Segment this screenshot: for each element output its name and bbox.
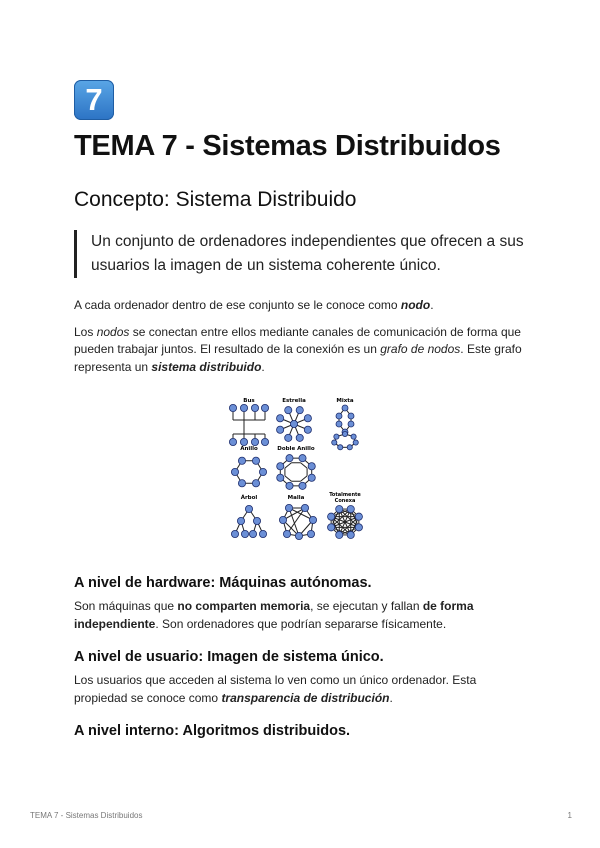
label-malla: Malla xyxy=(287,495,305,501)
topology-node xyxy=(241,530,248,537)
topology-node xyxy=(286,455,293,462)
topology-node xyxy=(279,516,286,523)
topology-node xyxy=(252,480,259,487)
topology-node xyxy=(336,413,342,419)
topology-node xyxy=(296,407,303,414)
topology-node xyxy=(309,516,316,523)
topology-node xyxy=(240,404,247,411)
topology-node xyxy=(332,440,337,445)
footer-title: TEMA 7 - Sistemas Distribuidos xyxy=(30,811,143,820)
topology-node xyxy=(342,405,348,411)
topology-node xyxy=(342,431,347,436)
topology-node xyxy=(285,434,292,441)
text-run: . Son ordenadores que podrían separarse físicamente. xyxy=(155,616,447,631)
page-content xyxy=(74,80,530,741)
interno-heading: A nivel interno: Algoritmos distribuidos. xyxy=(74,723,351,739)
keycap-seven-icon: 7 xyxy=(74,80,114,120)
text-run: Los usuarios que acceden al sistema lo ven como un único ordenador. Esta propiedad se conoce como xyxy=(74,673,477,705)
hardware-paragraph xyxy=(74,598,530,633)
topology-node xyxy=(240,438,247,445)
topology-node xyxy=(348,421,354,427)
grafo-paragraph xyxy=(74,324,530,377)
topology-node xyxy=(355,513,362,520)
topology-node xyxy=(286,482,293,489)
nodo-paragraph xyxy=(74,297,530,315)
topology-node xyxy=(259,468,266,475)
topology-node xyxy=(336,505,343,512)
topology-edge xyxy=(285,476,291,481)
topology-node xyxy=(336,421,342,427)
network-topologies-diagram xyxy=(227,394,377,546)
text-run: . xyxy=(389,690,393,705)
topology-node xyxy=(353,440,358,445)
topology-node xyxy=(251,438,258,445)
label-doble-anillo: Doble Anillo xyxy=(277,446,315,452)
topology-node xyxy=(348,413,354,419)
definition-quote: Un conjunto de ordenadores independientes que ofrecen a sus usuarios la imagen de un sistema coherente único. xyxy=(74,230,530,278)
topology-node xyxy=(328,513,335,520)
topology-node xyxy=(237,517,244,524)
topology-node xyxy=(249,530,256,537)
concept-heading: Concepto: Sistema Distribuido xyxy=(74,188,357,211)
topology-node xyxy=(251,404,258,411)
topology-node xyxy=(290,420,297,427)
page-title: TEMA 7 - Sistemas Distribuidos xyxy=(74,130,501,162)
label-conexa: Conexa xyxy=(334,498,356,504)
topology-node xyxy=(334,434,339,439)
label-arbol: Árbol xyxy=(240,495,258,501)
topology-node xyxy=(304,415,311,422)
text-run: , se ejecutan y fallan xyxy=(310,599,423,613)
text-run: A cada ordenador dentro de ese conjunto se le conoce como xyxy=(74,298,401,312)
text-run: . Este grafo representa un xyxy=(74,342,522,374)
topology-node xyxy=(277,474,284,481)
topology-node xyxy=(347,531,354,538)
text-run: se conectan entre ellos mediante canales de comunicación de forma que pueden trabajar juntos. El resultado de la conexión es un xyxy=(74,324,521,356)
label-totalmente: Totalmente xyxy=(329,492,361,498)
topology-node xyxy=(261,438,268,445)
hardware-heading: A nivel de hardware: Máquinas autónomas. xyxy=(74,575,372,591)
topology-node xyxy=(261,404,268,411)
topology-node xyxy=(229,404,236,411)
topology-node xyxy=(277,415,284,422)
topology-node xyxy=(283,530,290,537)
label-anillo: Anillo xyxy=(240,446,258,452)
page-number: 1 xyxy=(567,811,572,820)
label-mixta: Mixta xyxy=(336,398,354,404)
label-estrella: Estrella xyxy=(282,398,306,404)
topology-node xyxy=(231,468,238,475)
topology-node xyxy=(252,457,259,464)
topology-edge xyxy=(285,463,291,468)
nodos-term: nodos xyxy=(96,324,130,339)
topology-node xyxy=(238,457,245,464)
topology-node xyxy=(277,426,284,433)
topology-node xyxy=(347,445,352,450)
usuario-heading: A nivel de usuario: Imagen de sistema único. xyxy=(74,649,384,665)
topology-node xyxy=(338,445,343,450)
page-footer xyxy=(30,811,572,820)
text-run: Los xyxy=(74,324,97,339)
topology-node xyxy=(277,463,284,470)
topology-node xyxy=(295,532,302,539)
label-bus: Bus xyxy=(243,398,255,404)
text-run: . xyxy=(261,359,265,374)
topology-nodes xyxy=(229,404,362,539)
topology-node xyxy=(285,504,292,511)
topology-figure xyxy=(74,394,530,551)
text-run: . xyxy=(430,298,434,312)
topology-node xyxy=(296,434,303,441)
topology-node xyxy=(307,530,314,537)
topology-edge xyxy=(301,463,307,468)
nodo-term: nodo xyxy=(400,298,431,312)
topology-node xyxy=(355,524,362,531)
topology-node xyxy=(347,505,354,512)
topology-edge xyxy=(301,476,307,481)
topology-node xyxy=(299,482,306,489)
transparencia-term: transparencia de distribución xyxy=(221,690,390,705)
topology-node xyxy=(285,407,292,414)
topology-node xyxy=(229,438,236,445)
forma-independiente-term: de forma independiente xyxy=(74,599,474,631)
topology-node xyxy=(245,505,252,512)
topology-node xyxy=(336,531,343,538)
topology-node xyxy=(308,463,315,470)
text-run: Son máquinas que xyxy=(74,599,178,613)
topology-node xyxy=(351,434,356,439)
no-comparten-memoria-term: no comparten memoria xyxy=(177,599,311,613)
topology-node xyxy=(299,455,306,462)
topology-node xyxy=(304,426,311,433)
topology-node xyxy=(253,517,260,524)
topology-node xyxy=(328,524,335,531)
usuario-paragraph xyxy=(74,672,530,707)
sistema-distribuido-term: sistema distribuido xyxy=(151,359,262,374)
grafo-term: grafo de nodos xyxy=(380,342,461,356)
topology-node xyxy=(259,530,266,537)
topology-node xyxy=(231,530,238,537)
topology-node xyxy=(301,504,308,511)
topology-node xyxy=(308,474,315,481)
topology-node xyxy=(238,480,245,487)
